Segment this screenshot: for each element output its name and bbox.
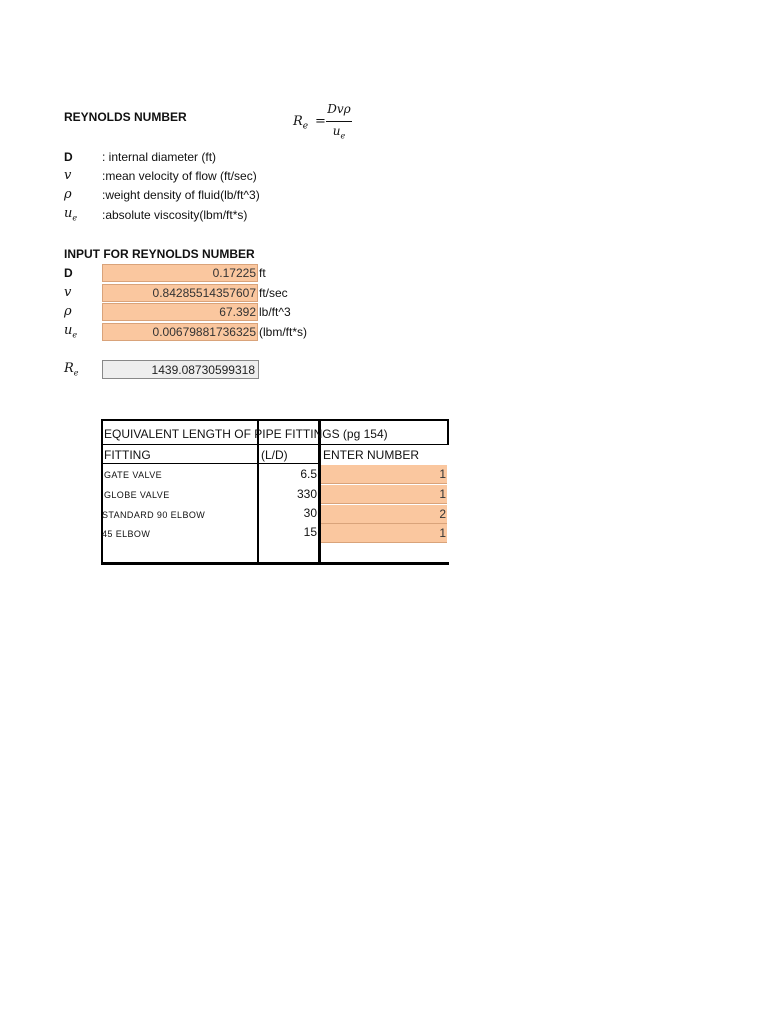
viscosity-input[interactable]: 0.00679881736325 xyxy=(102,323,258,341)
diameter-input[interactable]: 0.17225 xyxy=(102,264,258,282)
definition-text: :absolute viscosity(lbm/ft*s) xyxy=(102,207,248,222)
input-row-velocity xyxy=(64,283,288,302)
input-unit: ft xyxy=(259,265,266,280)
input-symbol: $u_e$ xyxy=(64,323,78,340)
input-symbol: D xyxy=(64,265,73,280)
formula-equals: = xyxy=(315,114,326,129)
fitting-name: 45 ELBOW xyxy=(102,529,151,539)
input-row-density xyxy=(64,302,291,321)
fitting-ld: 6.5 xyxy=(300,467,317,481)
fitting-name: GATE VALVE xyxy=(104,470,163,480)
formula-fraction-bar xyxy=(326,121,352,122)
fitting-count-input[interactable]: 1 xyxy=(321,485,447,504)
definition-text: :weight density of fluid(lb/ft^3) xyxy=(102,187,260,202)
input-unit: (lbm/ft*s) xyxy=(259,324,307,339)
fittings-table xyxy=(101,419,449,564)
definition-symbol: $u_e$ xyxy=(64,206,78,223)
definition-row xyxy=(64,185,260,204)
col-header-enter-number: ENTER NUMBER xyxy=(323,448,420,462)
fitting-ld: 330 xyxy=(296,487,317,501)
reynolds-formula xyxy=(293,102,373,144)
input-symbol: v xyxy=(64,285,72,300)
fitting-ld: 30 xyxy=(303,506,317,520)
formula-denominator: $u_e$ xyxy=(332,124,346,141)
input-unit: ft/sec xyxy=(259,285,288,300)
definition-symbol: v xyxy=(64,168,72,183)
input-row-diameter xyxy=(64,263,266,282)
page-title: REYNOLDS NUMBER xyxy=(64,110,187,124)
definition-symbol: ρ xyxy=(64,187,72,202)
definition-row xyxy=(64,147,216,166)
velocity-input[interactable]: 0.84285514357607 xyxy=(102,284,258,302)
fittings-title: EQUIVALENT LENGTH OF PIPE FITTINGS (pg 154) xyxy=(104,427,388,441)
definition-text: :mean velocity of flow (ft/sec) xyxy=(102,168,257,183)
fitting-count-input[interactable]: 1 xyxy=(321,465,447,484)
table-title-divider xyxy=(101,444,449,445)
table-border-right xyxy=(447,419,449,445)
input-row-viscosity xyxy=(64,322,307,341)
fitting-count-input[interactable]: 1 xyxy=(321,524,447,543)
reynolds-result-cell[interactable]: 1439.08730599318 xyxy=(102,360,259,379)
table-header-divider xyxy=(101,463,319,464)
definition-row xyxy=(64,166,257,185)
fitting-ld: 15 xyxy=(303,525,317,539)
fitting-name: STANDARD 90 ELBOW xyxy=(102,510,206,520)
formula-numerator: Dvρ xyxy=(327,102,351,116)
definition-text: : internal diameter (ft) xyxy=(102,149,217,164)
input-symbol: ρ xyxy=(64,304,72,319)
table-border-left xyxy=(101,419,103,564)
result-row xyxy=(64,359,259,379)
table-border-top xyxy=(101,419,449,421)
fitting-count-input[interactable]: 2 xyxy=(321,505,447,524)
col-header-ld: (L/D) xyxy=(261,448,288,462)
definition-symbol: D xyxy=(64,149,73,164)
table-border-bottom xyxy=(101,562,449,565)
formula-lhs: $R_e$ xyxy=(293,114,309,132)
input-heading: INPUT FOR REYNOLDS NUMBER xyxy=(64,247,255,261)
density-input[interactable]: 67.392 xyxy=(102,303,258,321)
fitting-name: GLOBE VALVE xyxy=(104,490,170,500)
input-unit: lb/ft^3 xyxy=(259,304,291,319)
definition-row xyxy=(64,205,247,224)
col-header-fitting: FITTING xyxy=(104,448,151,462)
result-symbol: $R_e$ xyxy=(64,360,79,378)
